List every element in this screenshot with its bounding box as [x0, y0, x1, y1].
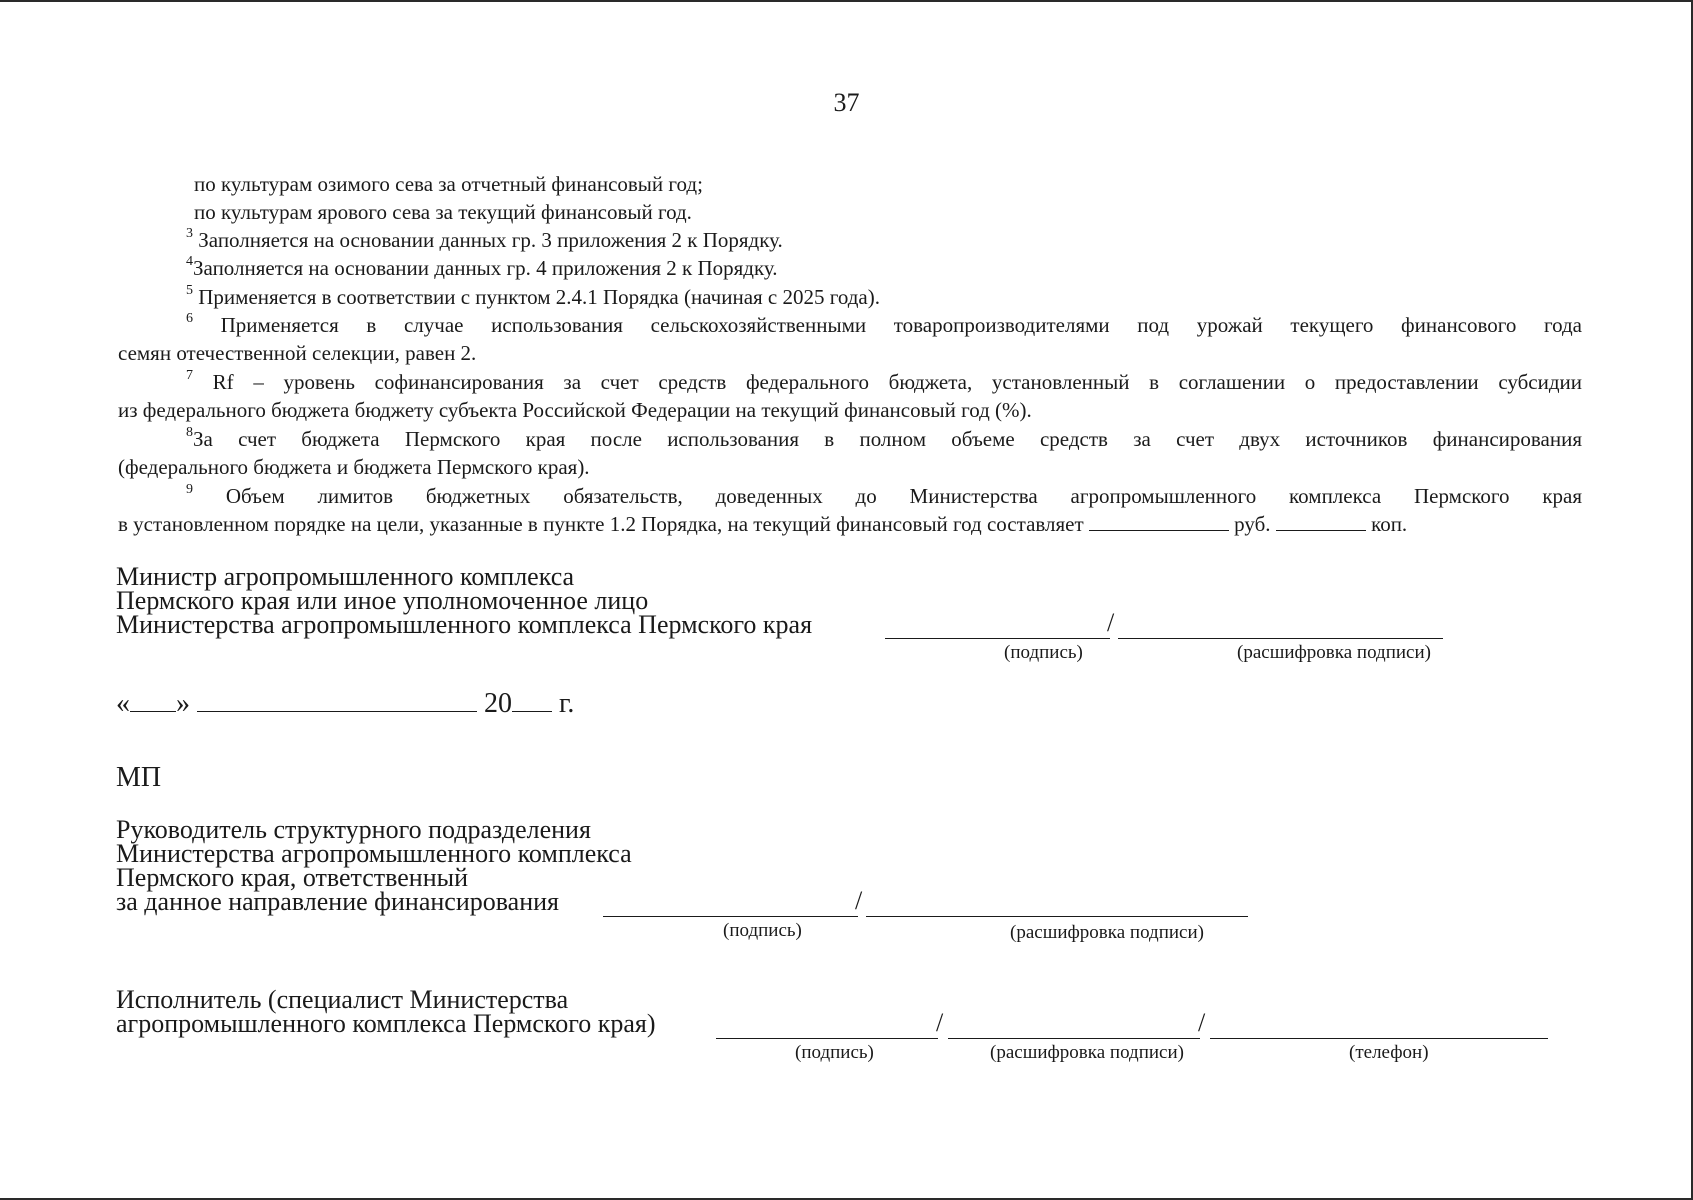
minister-signature-line[interactable]: [885, 638, 1110, 639]
footnote-5: [186, 283, 880, 311]
executor-caption-signature: (подпись): [795, 1042, 874, 1063]
footnote-9-line2: [118, 510, 1407, 538]
head-line2: Министерства агропромышленного комплекса: [116, 839, 632, 868]
footnote-6-mark: 6: [186, 311, 193, 326]
amount-kop-blank[interactable]: [1276, 510, 1366, 531]
footnote-8-mark: 8: [186, 425, 193, 440]
minister-line1: Министр агропромышленного комплекса: [116, 562, 575, 591]
footnote-7-mark: 7: [186, 368, 193, 383]
minister-decoding-line[interactable]: [1118, 638, 1443, 639]
amount-rub-blank[interactable]: [1089, 510, 1229, 531]
executor-block: [116, 985, 656, 1038]
date-year-suffix: г.: [559, 688, 575, 719]
kop-label: коп.: [1371, 512, 1408, 536]
footnote-3-mark: 3: [186, 226, 193, 241]
head-caption-signature: (подпись): [723, 920, 802, 941]
footnote-8-line1: $^8$За счет бюджета Пермского края после использования в полном объеме средств за счет двух источников финансирования: [186, 425, 1582, 451]
minister-line2: Пермского края или иное уполномоченное лицо: [116, 586, 649, 615]
footnote-3-text: Заполняется на основании данных гр. 3 приложения 2 к Порядку.: [198, 228, 783, 252]
executor-line2: агропромышленного комплекса Пермского края): [116, 1009, 656, 1038]
head-line4: за данное направление финансирования: [116, 887, 559, 916]
footnote-9-line2-text: в установленном порядке на цели, указанные в пункте 1.2 Порядка, на текущий финансовый год составляет: [118, 512, 1084, 536]
executor-signature-line[interactable]: [716, 1038, 938, 1039]
date-open-quote: «: [116, 688, 130, 719]
footnote-4-mark: 4: [186, 254, 193, 269]
executor-slash-1: /: [936, 1008, 944, 1037]
footnote-6-line2: семян отечественной селекции, равен 2.: [118, 341, 477, 365]
executor-phone-line[interactable]: [1210, 1038, 1548, 1039]
footnote-4-text: Заполняется на основании данных гр. 4 приложения 2 к Порядку.: [193, 256, 778, 280]
executor-slash-2: /: [1198, 1008, 1206, 1037]
head-decoding-line[interactable]: [866, 916, 1248, 917]
minister-block: [116, 562, 813, 639]
footnote-7-line2: из федерального бюджета бюджету субъекта Российской Федерации на текущий финансовый год (%).: [118, 398, 1032, 422]
head-signature-line[interactable]: [603, 916, 858, 917]
page-number: 37: [833, 88, 860, 117]
footnote-6-line1: $^6$ Применяется в случае использования сельскохозяйственными товаропроизводителями под урожай текущего финансового года: [186, 311, 1582, 337]
minister-caption-decoding: (расшифровка подписи): [1237, 642, 1431, 663]
date-day-blank[interactable]: [130, 689, 176, 712]
footnote-9-line1: $^9$ Объем лимитов бюджетных обязательств, доведенных до Министерства агропромышленного комплекса Пермского края: [186, 482, 1583, 508]
date-close-quote: »: [176, 688, 190, 719]
footnote-7-line1: $^7$ Rf – уровень софинансирования за счет средств федерального бюджета, установленный в соглашении о предоставлении субсидии: [186, 368, 1582, 394]
date-month-blank[interactable]: [197, 689, 477, 712]
footnote-8-line2: (федерального бюджета и бюджета Пермского края).: [118, 455, 590, 479]
head-line1: Руководитель структурного подразделения: [116, 815, 591, 844]
footnote-4: [186, 254, 778, 282]
footnote-3: [186, 226, 783, 254]
executor-decoding-line[interactable]: [948, 1038, 1200, 1039]
executor-caption-decoding: (расшифровка подписи): [990, 1042, 1184, 1063]
head-line3: Пермского края, ответственный: [116, 863, 469, 892]
footnote-winter-crops: по культурам озимого сева за отчетный финансовый год;: [194, 172, 703, 196]
head-block: [116, 815, 632, 916]
footnote-5-mark: 5: [186, 283, 193, 298]
minister-line3: Министерства агропромышленного комплекса Пермского края: [116, 610, 813, 639]
footnote-5-text: Применяется в соответствии с пунктом 2.4.1 Порядка (начиная с 2025 года).: [198, 285, 880, 309]
stamp-place: МП: [116, 762, 162, 793]
head-caption-decoding: (расшифровка подписи): [1010, 922, 1204, 943]
footnote-spring-crops: по культурам ярового сева за текущий финансовый год.: [194, 200, 692, 224]
date-year-prefix: 20: [484, 688, 512, 719]
minister-slash: /: [1107, 608, 1115, 637]
footnote-9-mark: 9: [186, 482, 193, 497]
minister-caption-signature: (подпись): [1004, 642, 1083, 663]
executor-caption-phone: (телефон): [1349, 1042, 1429, 1063]
rub-label: руб.: [1234, 512, 1271, 536]
head-slash: /: [855, 886, 863, 915]
date-year-blank[interactable]: [512, 689, 552, 712]
executor-line1: Исполнитель (специалист Министерства: [116, 985, 569, 1014]
date-row: [116, 688, 574, 720]
